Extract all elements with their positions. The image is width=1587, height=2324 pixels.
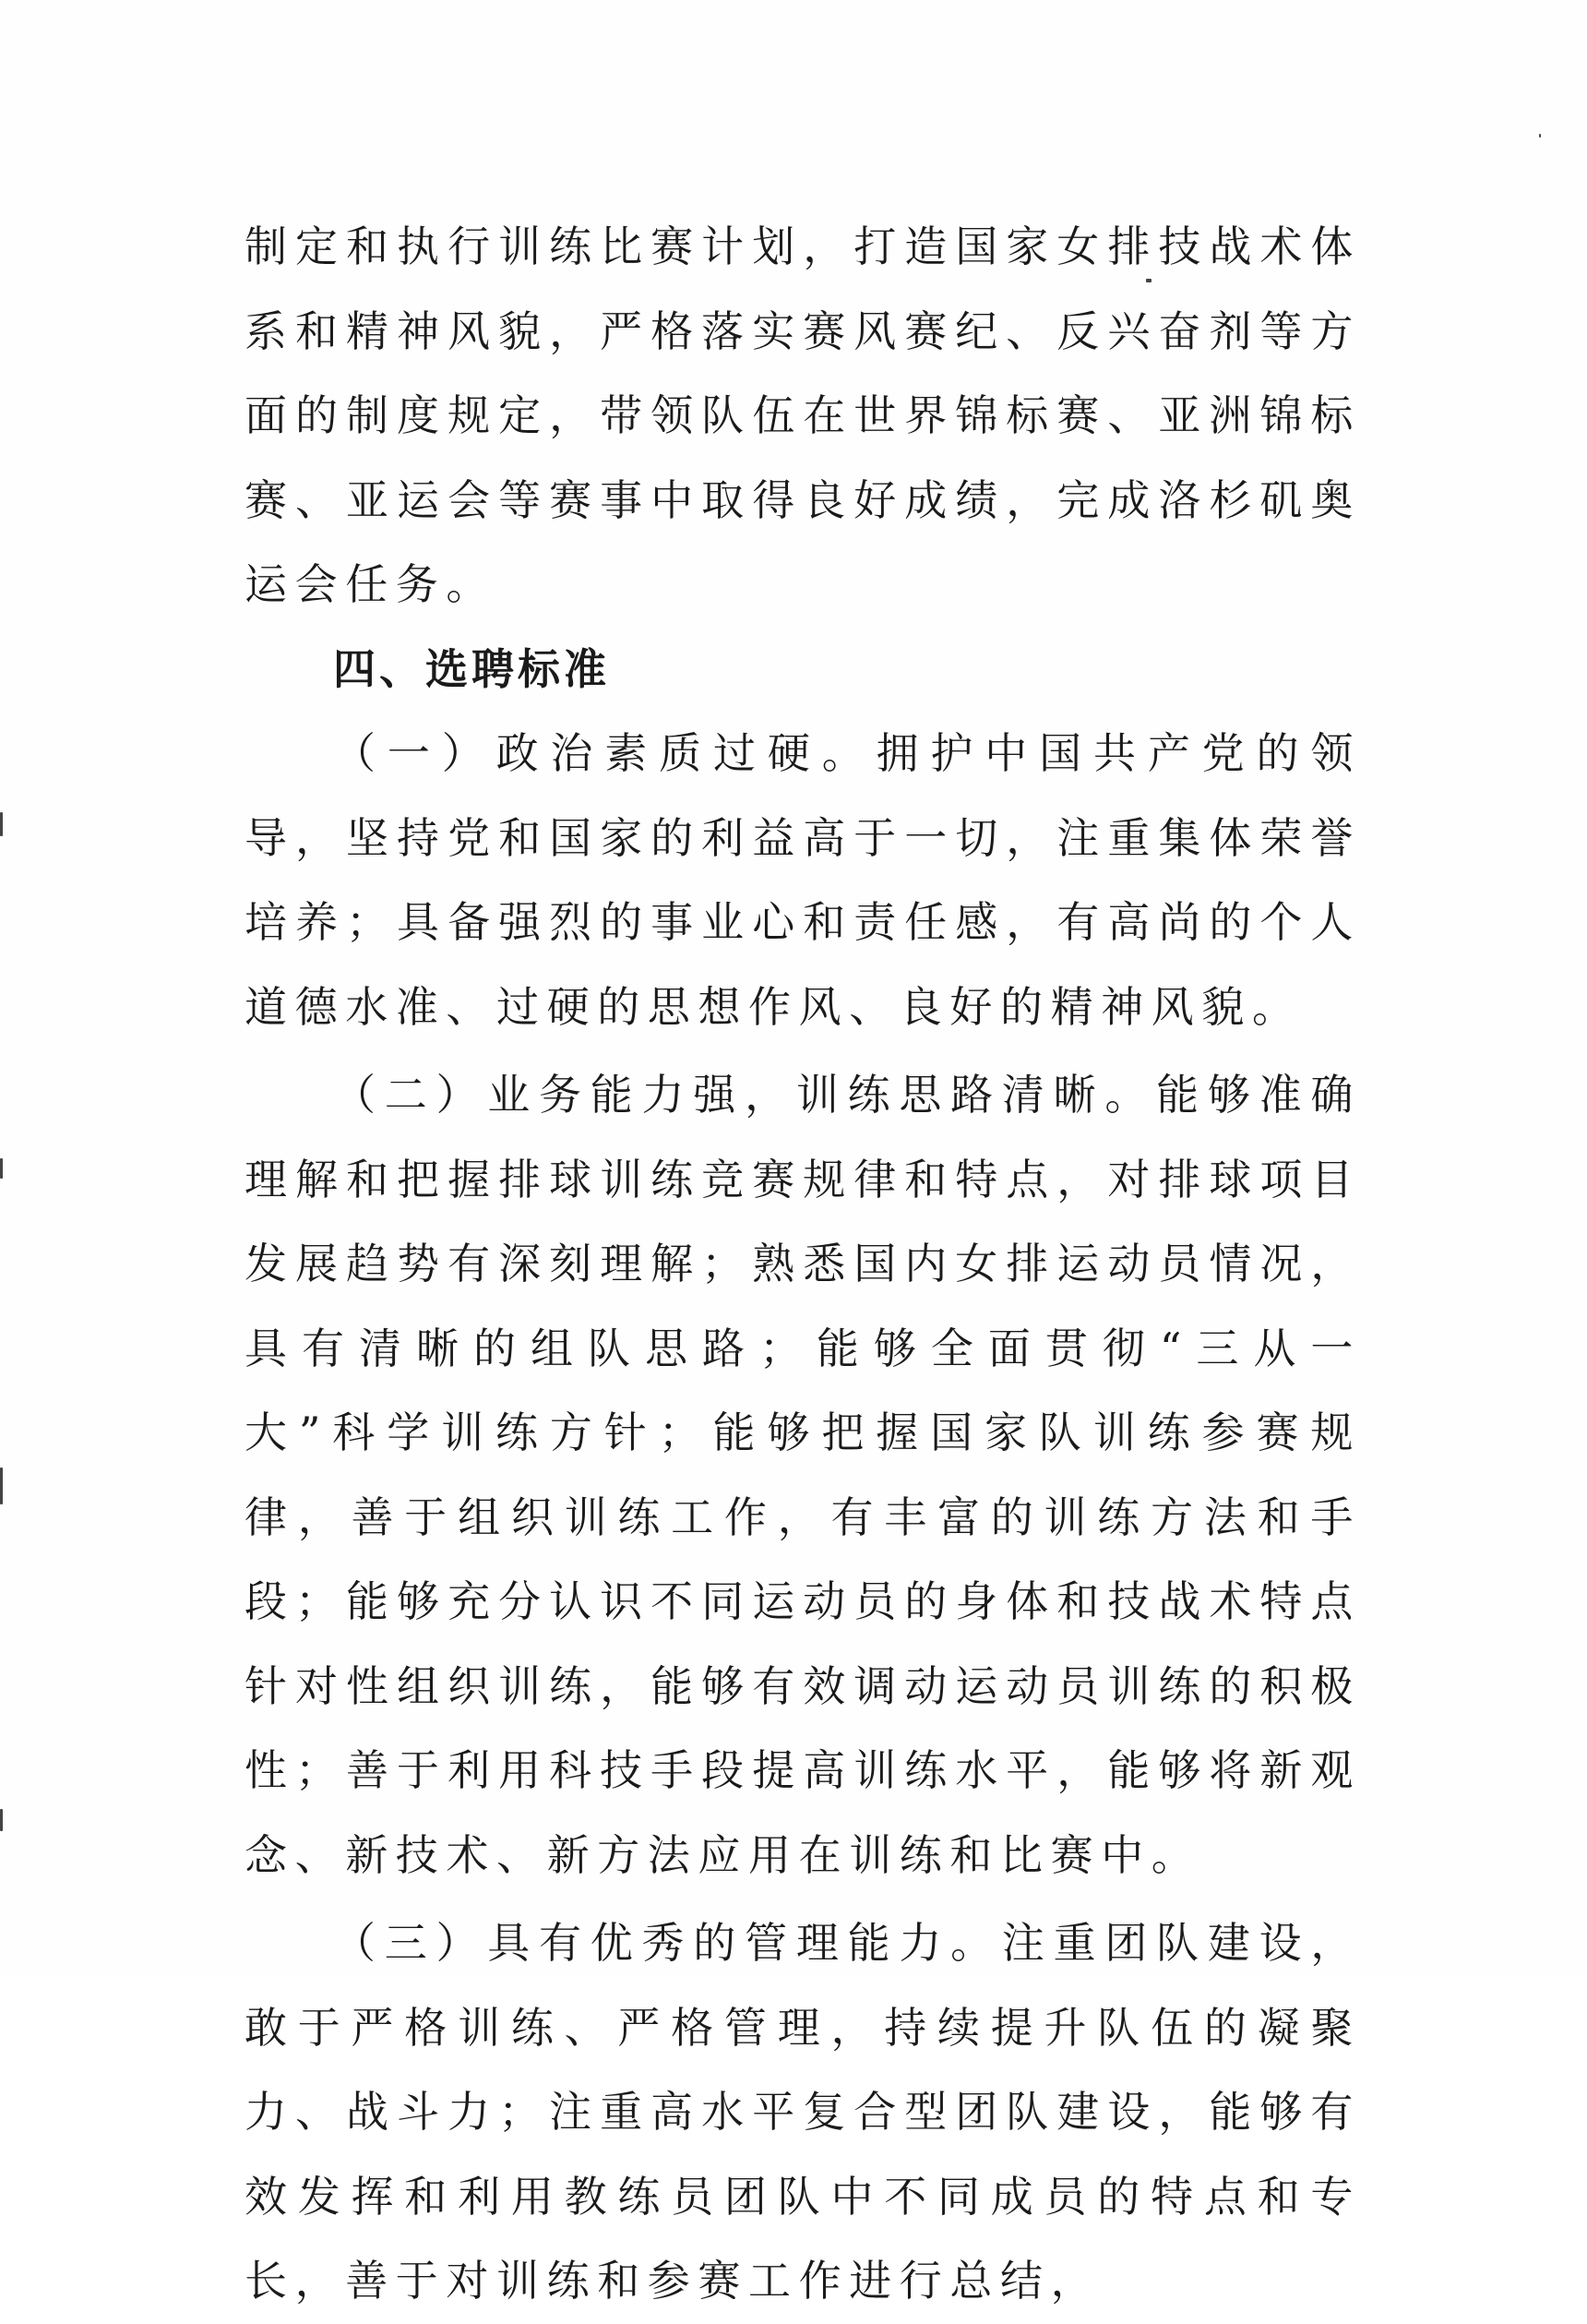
- continuation-paragraph: 制定和执行训练比赛计划，打造国家女排技战术体系和精神风貌，严格落实赛风赛纪、反兴奋剂等方面的制度规定，带领队伍在世界锦标赛、亚洲锦标赛、亚运会等赛事中取得良好成绩，完成洛杉矶奥运会任务。: [245, 222, 1361, 609]
- document-body: [245, 205, 1361, 2324]
- scan-speck: [1146, 279, 1151, 282]
- criterion-management-ability: （三）具有优秀的管理能力。注重团队建设，敢于严格训练、严格管理，持续提升队伍的凝聚力、战斗力；注重高水平复合型团队建设，能够有效发挥和利用教练员团队中不同成员的特点和专长，善于对训练和参赛工作进行总结，: [245, 1918, 1361, 2306]
- scan-speck: [0, 812, 3, 836]
- section-heading: 四、选聘标准: [333, 643, 610, 694]
- scan-speck: [0, 1467, 3, 1504]
- scan-speck: [0, 1809, 3, 1831]
- criterion-political-quality: （一）政治素质过硬。拥护中国共产党的领导，坚持党和国家的利益高于一切，注重集体荣誉培养；具备强烈的事业心和责任感，有高尚的个人道德水准、过硬的思想作风、良好的精神风貌。: [245, 728, 1361, 1032]
- scan-speck: [1539, 134, 1541, 138]
- scan-speck: [0, 1158, 3, 1179]
- criterion-professional-ability: （二）业务能力强，训练思路清晰。能够准确理解和把握排球训练竞赛规律和特点，对排球项目发展趋势有深刻理解；熟悉国内女排运动员情况，具有清晰的组队思路；能够全面贯彻“三从一大”科学训练方针；能够把握国家队训练参赛规律，善于组织训练工作，有丰富的训练方法和手段；能够充分认识不同运动员的身体和技战术特点针对性组织训练，能够有效调动运动员训练的积极性；善于利用科技手段提高训练水平，能够将新观念、新技术、新方法应用在训练和比赛中。: [245, 1070, 1361, 1880]
